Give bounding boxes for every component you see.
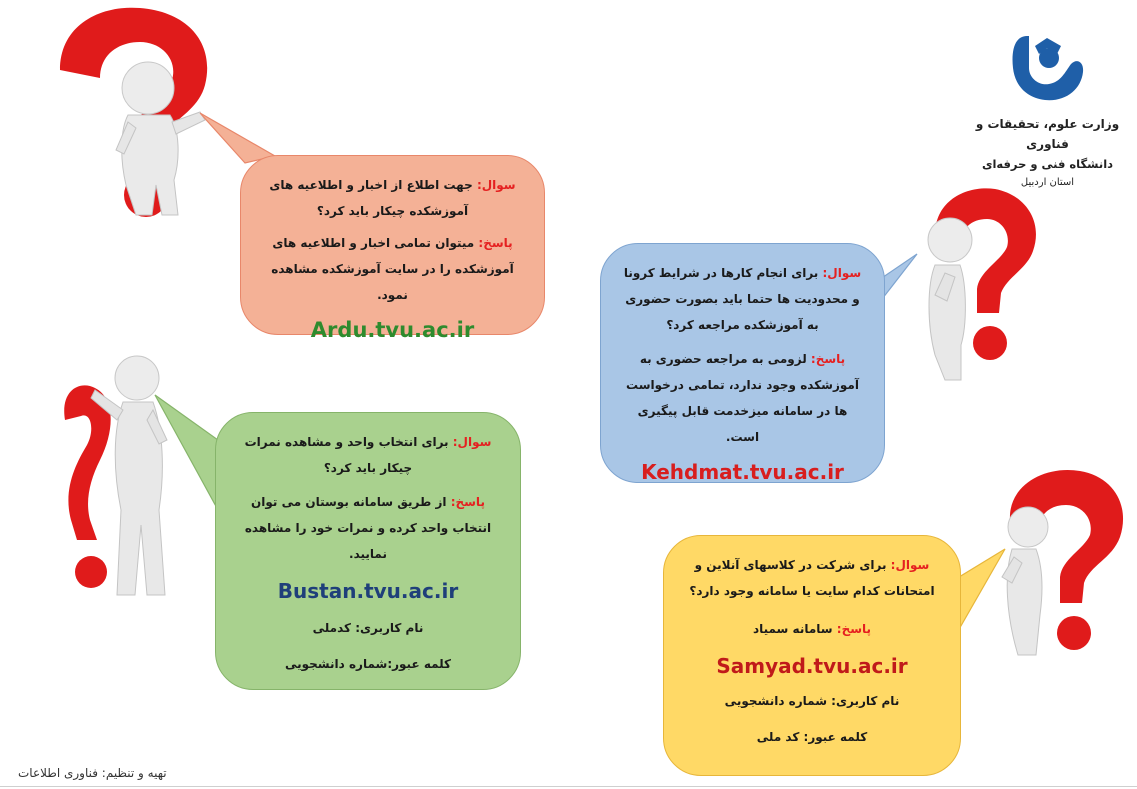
username-hint: نام کاربری: کدملی: [312, 621, 424, 635]
question-text: سوال: برای انتخاب واحد و مشاهده نمرات چیکار باید کرد؟: [244, 435, 492, 475]
answer-text: پاسخ: سامانه سمیاد: [752, 622, 872, 636]
answer-text: پاسخ: لزومی به مراجعه حضوری به آموزشکده وجود ندارد، تمامی درخواست ها در سامانه میزخدمت قابل پیگیری است.: [626, 352, 859, 444]
logo-university: دانشگاه فنی و حرفه‌ای: [981, 157, 1114, 171]
site-link-ardu[interactable]: Ardu.tvu.ac.ir: [310, 318, 475, 342]
answer-text: پاسخ: از طریق سامانه بوستان می توان انتخاب واحد کرده و نمرات خود را مشاهده نمایید.: [244, 495, 492, 561]
site-link-bustan[interactable]: Bustan.tvu.ac.ir: [277, 579, 459, 603]
faq-card-bustan: [215, 412, 521, 690]
footer-credit: تهیه و تنظیم: فناوری اطلاعات: [18, 766, 167, 780]
university-logo: [965, 28, 1130, 192]
site-link-kehdmat[interactable]: Kehdmat.tvu.ac.ir: [641, 460, 844, 484]
question-text: سوال: جهت اطلاع از اخبار و اطلاعیه های آموزشکده چیکار باید کرد؟: [269, 178, 516, 218]
username-hint: نام کاربری: شماره دانشجویی: [724, 694, 900, 708]
answer-text: پاسخ: میتوان تمامی اخبار و اطلاعیه های آموزشکده را در سایت آموزشکده مشاهده نمود.: [271, 236, 514, 302]
faq-card-services: [600, 243, 885, 483]
question-figure-illustration-2: [905, 185, 1045, 385]
logo-ministry: وزارت علوم، تحقیقات و فناوری: [975, 117, 1120, 151]
password-hint: کلمه عبور:شماره دانشجویی: [284, 657, 452, 671]
logo-province: استان اردبیل: [1020, 177, 1075, 188]
faq-card-samyad: [663, 535, 961, 776]
question-text: سوال: برای شرکت در کلاسهای آنلاین و امتحانات کدام سایت یا سامانه وجود دارد؟: [689, 558, 935, 598]
question-figure-illustration-4: [990, 465, 1130, 665]
password-hint: کلمه عبور: کد ملی: [756, 730, 868, 744]
faq-card-news: [240, 155, 545, 342]
site-link-samyad[interactable]: Samyad.tvu.ac.ir: [716, 654, 908, 678]
tvu-logo-icon: [965, 28, 1130, 110]
question-text: سوال: برای انجام کارها در شرایط کرونا و محدودیت ها حتما باید بصورت حضوری به آموزشکده مراجعه کرد؟: [623, 266, 862, 332]
footer-divider: [0, 786, 1137, 787]
